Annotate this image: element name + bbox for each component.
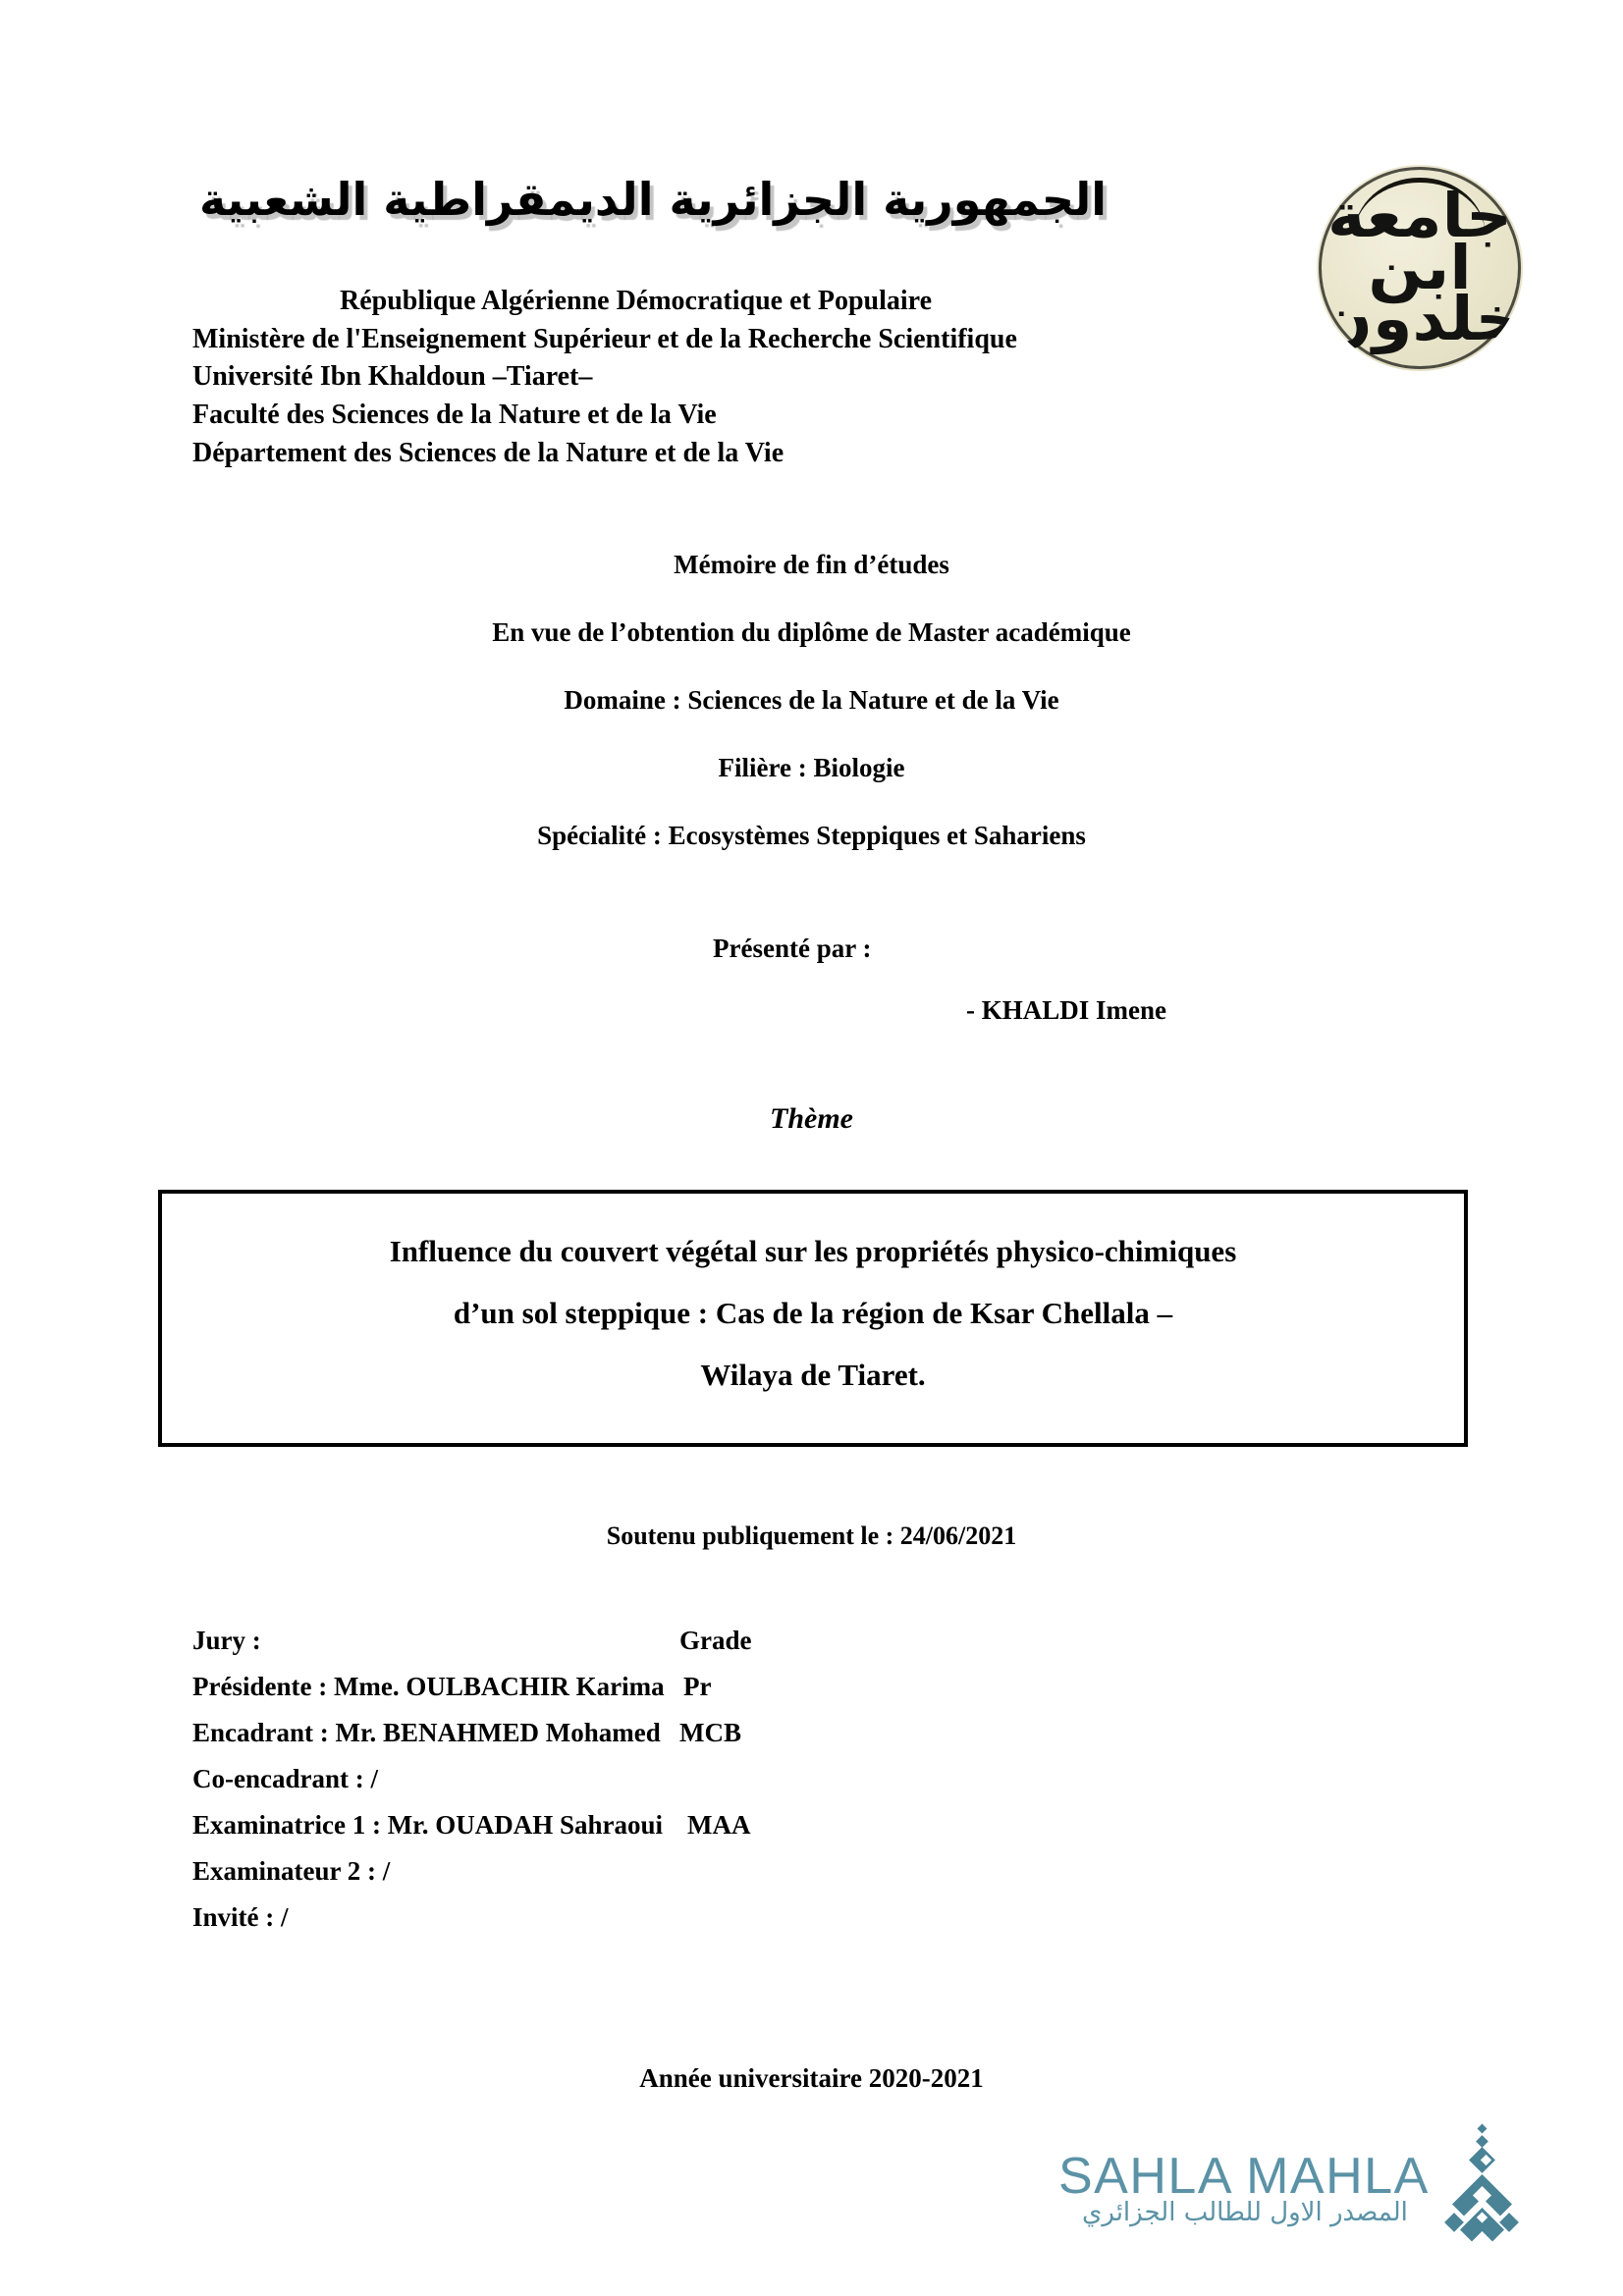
- jury-row-cosupervisor: [192, 1756, 1272, 1802]
- thesis-title-line-2: d’un sol steppique : Cas de la région de Ksar Chellala –: [453, 1295, 1173, 1330]
- jury-header-grade: Grade: [679, 1626, 752, 1655]
- jury-role-examiner-1: Examinatrice 1 : Mr. OUADAH Sahraoui: [192, 1810, 663, 1840]
- jury-block: [192, 1618, 1272, 1941]
- author-name: - KHALDI Imene: [966, 995, 1166, 1025]
- sahla-mahla-watermark: [1058, 2123, 1530, 2261]
- degree-block: [0, 550, 1623, 888]
- institution-line-ministry: Ministère de l'Enseignement Supérieur et de la Recherche Scientifique: [192, 323, 1017, 354]
- jury-row-examiner-1: [192, 1802, 1272, 1848]
- academic-year: Année universitaire 2020-2021: [639, 2063, 984, 2093]
- institution-line-department: Département des Sciences de la Nature et de la Vie: [192, 437, 784, 468]
- institution-line-faculty: Faculté des Sciences de la Nature et de la Vie: [192, 399, 717, 430]
- sahla-mahla-wordmark: SAHLA MAHLA: [1058, 2148, 1430, 2205]
- institution-block: [192, 283, 1233, 472]
- sahla-mahla-tagline: المصدر الاول للطالب الجزائري: [1082, 2198, 1408, 2227]
- jury-row-guest: [192, 1895, 1272, 1941]
- sahla-mahla-diamond-icon: [1435, 2123, 1528, 2249]
- degree-line-specialty: Spécialité : Ecosystèmes Steppiques et Sahariens: [537, 821, 1086, 850]
- jury-grade-examiner-1: MAA: [687, 1810, 751, 1840]
- jury-grade-president: Pr: [683, 1672, 712, 1701]
- jury-role-guest: Invité : /: [192, 1902, 289, 1932]
- jury-header-row: [192, 1618, 1272, 1664]
- degree-line-memoire: Mémoire de fin d’études: [674, 550, 949, 579]
- presented-by-label: Présenté par :: [713, 934, 872, 963]
- seal-arabic-calligraphy: جامعة ابن خلدون: [1318, 179, 1522, 355]
- institution-line-university: Université Ibn Khaldoun –Tiaret–: [192, 361, 593, 393]
- degree-line-filiere: Filière : Biologie: [718, 753, 905, 782]
- jury-row-examiner-2: [192, 1848, 1272, 1895]
- jury-role-president: Présidente : Mme. OULBACHIR Karima: [192, 1672, 665, 1701]
- thesis-title-line-3: Wilaya de Tiaret.: [700, 1357, 926, 1392]
- university-seal-logo: [1317, 165, 1523, 371]
- defense-date: Soutenu publiquement le : 24/06/2021: [606, 1522, 1017, 1550]
- jury-row-president: [192, 1664, 1272, 1710]
- jury-role-supervisor: Encadrant : Mr. BENAHMED Mohamed: [192, 1718, 661, 1747]
- thesis-title-line-1: Influence du couvert végétal sur les propriétés physico-chimiques: [389, 1233, 1237, 1268]
- jury-row-supervisor: [192, 1710, 1272, 1756]
- jury-header-label: Jury :: [192, 1626, 261, 1655]
- jury-role-examiner-2: Examinateur 2 : /: [192, 1856, 391, 1886]
- jury-grade-supervisor: MCB: [679, 1718, 741, 1747]
- institution-line-republic: République Algérienne Démocratique et Populaire: [340, 286, 932, 316]
- jury-role-cosupervisor: Co-encadrant : /: [192, 1764, 378, 1793]
- theme-label: Thème: [770, 1102, 853, 1135]
- degree-line-domain: Domaine : Sciences de la Nature et de la Vie: [564, 685, 1059, 715]
- degree-line-diploma: En vue de l’obtention du diplôme de Master académique: [492, 617, 1131, 647]
- arabic-national-header: الجمهورية الجزائرية الديمقراطية الشعبية: [198, 173, 1108, 226]
- thesis-title-box: [158, 1190, 1468, 1447]
